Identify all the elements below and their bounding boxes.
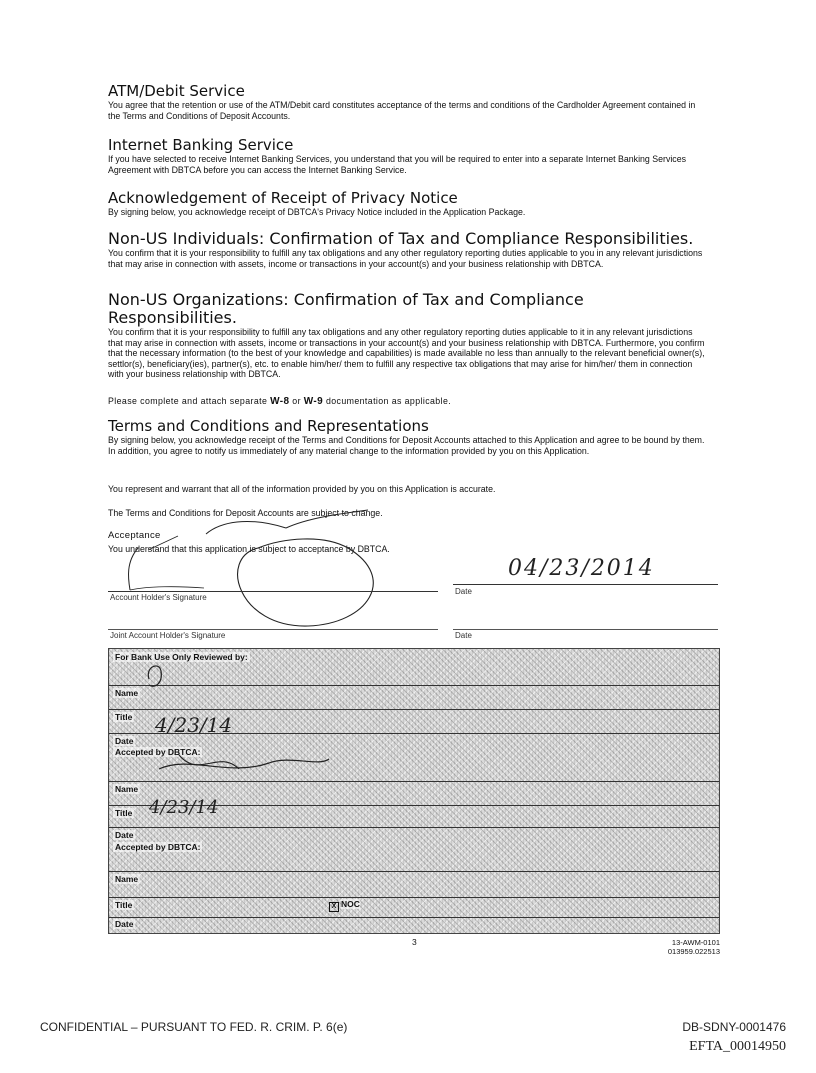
bank-name-label-3: Name	[115, 874, 139, 884]
account-holder-signature-label: Account Holder's Signature	[110, 593, 207, 602]
form-code-2: 013959.022513	[667, 947, 720, 956]
acceptance-text: You understand that this application is subject to acceptance by DBTCA.	[108, 544, 390, 554]
efta-number: EFTA_00014950	[689, 1039, 786, 1054]
section-non-us-individuals	[108, 230, 708, 269]
section-internet-banking	[108, 137, 708, 175]
bank-handwritten-date: 4/23/14	[155, 713, 233, 737]
bank-title-label-2: Title	[115, 808, 133, 818]
form-code: 13-AWM-0101	[671, 938, 720, 947]
attach-note	[108, 396, 708, 408]
attach-note-post: documentation as applicable.	[323, 396, 452, 406]
atm-text: You agree that the retention or use of the ATM/Debit card constitutes acceptance of the terms and conditions of the Cardholder Agreement contained in the Terms and Conditions of Deposit Accounts.	[108, 100, 696, 121]
joint-signature-line[interactable]	[108, 629, 438, 630]
date-label: Date	[455, 587, 472, 596]
internet-text: If you have selected to receive Internet Banking Services, you understand that you will be required to enter into a separate Internet Banking Services Agreement with DBTCA before you can access the Internet Banking Service.	[108, 154, 687, 175]
joint-date-label: Date	[455, 631, 472, 640]
section-privacy	[108, 190, 708, 218]
bank-use-title: For Bank Use Only Reviewed by:	[115, 652, 248, 662]
organizations-text: You confirm that it is your responsibility to fulfill any tax obligations and any other regulatory reporting duties applicable to it in any relevant jurisdictions that may arise in connection with assets, income or transactions in your account(s) and your business relationship with DBTCA. Furthermore, you confirm that the necessary information (to the best of your knowledge and capabilities) is made available no less than annually to the relevant beneficial owner(s), settlor(s), beneficiary(ies), partner(s), etc. to enable him/her/ them to fulfill any respective tax obligations that may arise for him/her/ them in connection with your business relationship with DBTCA.	[108, 327, 705, 379]
signature-scribble	[108, 498, 468, 638]
joint-signature-label: Joint Account Holder's Signature	[110, 631, 226, 640]
confidential-notice: CONFIDENTIAL – PURSUANT TO FED. R. CRIM. P. 6(e)	[40, 1020, 348, 1034]
w9-label: W-9	[303, 396, 324, 407]
atm-heading: ATM/Debit Service	[108, 82, 245, 100]
bank-date-label-3: Date	[115, 919, 134, 929]
date-line[interactable]	[453, 584, 718, 585]
noc-label: NOC	[341, 899, 360, 909]
subject-change-text: The Terms and Conditions for Deposit Accounts are subject to change.	[108, 508, 383, 518]
bates-number: DB-SDNY-0001476	[682, 1020, 786, 1034]
bank-date-label: Date	[115, 736, 134, 746]
privacy-heading: Acknowledgement of Receipt of Privacy Notice	[108, 189, 458, 207]
accepted-by-label-2: Accepted by DBTCA:	[115, 842, 201, 852]
bank-title-label: Title	[115, 712, 133, 722]
privacy-text: By signing below, you acknowledge receipt of DBTCA's Privacy Notice included in the Application Package.	[108, 207, 526, 217]
accepted-by-label-1: Accepted by DBTCA:	[115, 747, 201, 757]
bank-name-label-2: Name	[115, 784, 139, 794]
handwritten-date: 04/23/2014	[508, 556, 655, 581]
section-terms	[108, 418, 708, 456]
organizations-heading: Non-US Organizations: Confirmation of Tax and Compliance Responsibilities.	[108, 290, 584, 327]
individuals-text: You confirm that it is your responsibility to fulfill any tax obligations and any other regulatory reporting duties applicable to you in any relevant jurisdictions that may arise in connection with assets, income or transactions in your account(s) and your business relationship with DBTCA.	[108, 248, 703, 269]
bank-handwritten-date-2: 4/23/14	[149, 797, 219, 818]
bank-signature-scribble	[119, 659, 339, 829]
terms-heading: Terms and Conditions and Representations	[108, 417, 429, 435]
page-number: 3	[412, 937, 417, 947]
noc-check-mark: X	[329, 902, 339, 912]
attach-note-pre: Please complete and attach separate	[108, 396, 271, 406]
form-code-block	[640, 938, 720, 956]
section-atm	[108, 83, 708, 121]
internet-heading: Internet Banking Service	[108, 136, 294, 154]
terms-text: By signing below, you acknowledge receipt of the Terms and Conditions for Deposit Accounts attached to this Application and agree to be bound by them. In addition, you agree to notify us immediately of any material change to the information provided by you on this Application.	[108, 435, 705, 456]
attach-note-or: or	[289, 396, 304, 406]
noc-checkbox[interactable]	[329, 899, 360, 912]
represent-text: You represent and warrant that all of the information provided by you on this Application is accurate.	[108, 484, 496, 494]
section-non-us-organizations	[108, 291, 708, 380]
individuals-heading: Non-US Individuals: Confirmation of Tax and Compliance Responsibilities.	[108, 229, 694, 248]
joint-date-line[interactable]	[453, 629, 718, 630]
bank-title-label-3: Title	[115, 900, 133, 910]
bank-name-label: Name	[115, 688, 139, 698]
acceptance-heading: Acceptance	[108, 530, 161, 541]
account-holder-signature-line[interactable]	[108, 591, 438, 592]
bank-date-label-2: Date	[115, 830, 134, 840]
w8-label: W-8	[270, 396, 290, 407]
bank-use-box	[108, 648, 720, 934]
